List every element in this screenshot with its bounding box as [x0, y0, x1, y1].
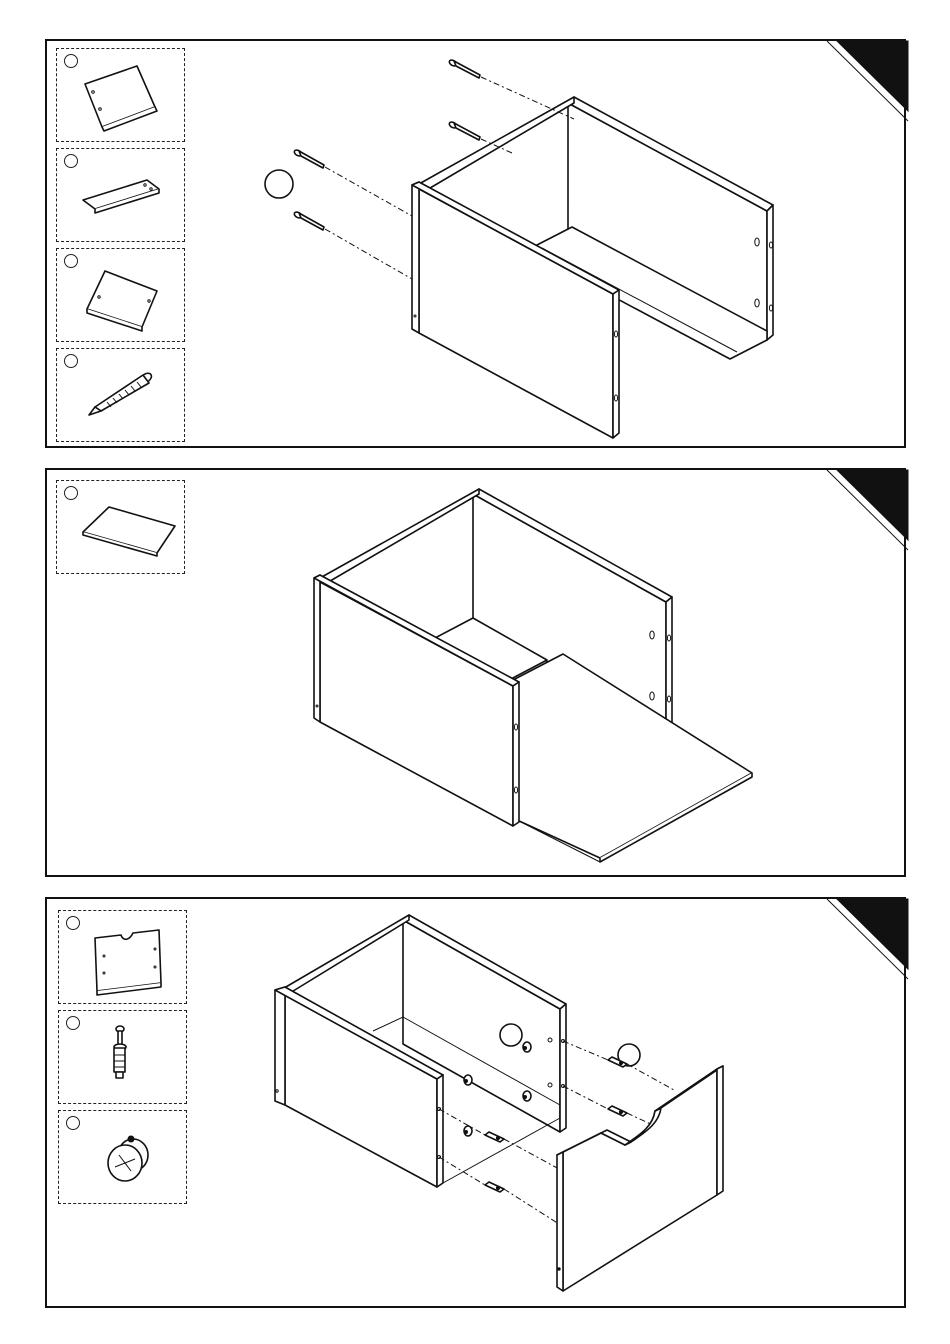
cam-bolt-1: [485, 1132, 504, 1142]
cam-bolt-2: [485, 1182, 504, 1192]
step-3-callout-circle-cam-lock: [500, 1024, 522, 1046]
screw-bottom-side: [293, 211, 412, 279]
front-panel: [563, 1069, 717, 1291]
cam-lock-4: [523, 1091, 531, 1101]
cam-lock-1: [464, 1075, 472, 1085]
cam-lock-2: [464, 1126, 472, 1136]
step-1-callout-circle: [265, 170, 293, 198]
step-3-panel: [45, 897, 906, 1308]
step-3-assembly-drawing: [47, 899, 908, 1310]
step-2-panel: [45, 468, 906, 877]
screw-top-side: [293, 149, 412, 216]
step-2-assembly-drawing: [47, 470, 908, 879]
cam-lock-3: [523, 1042, 531, 1052]
step-1-assembly-drawing: [47, 41, 908, 450]
step-1-panel: [45, 39, 906, 448]
cam-bolt-4: [608, 1106, 627, 1116]
